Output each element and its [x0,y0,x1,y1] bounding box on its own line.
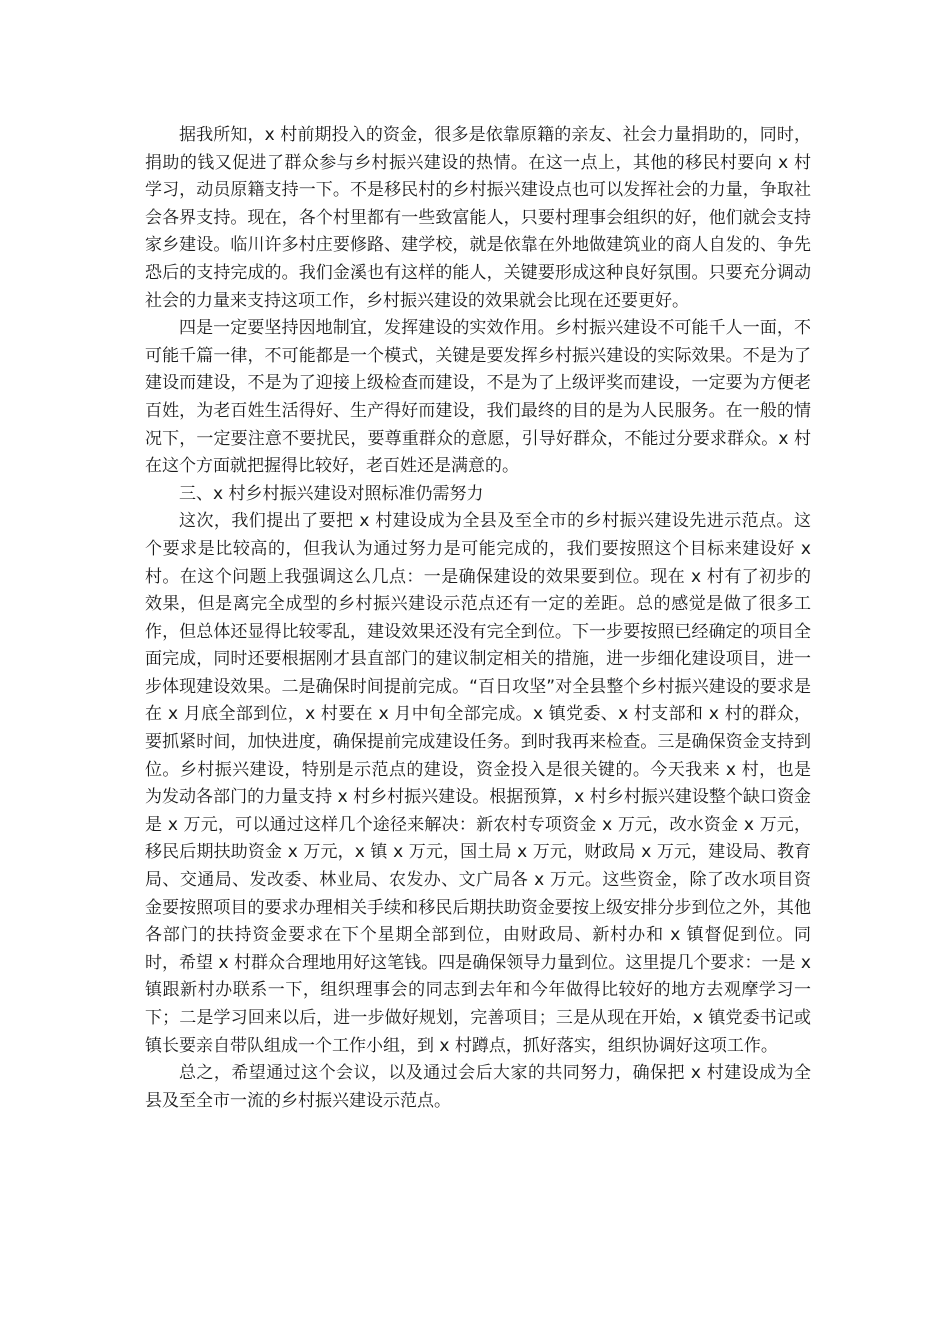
section-heading: 三、x 村乡村振兴建设对照标准仍需努力 [179,483,484,504]
paragraph-conclusion: 总之，希望通过这个会议，以及通过会后大家的共同努力，确保把 x 村建设成为全县及至全市一流的乡村振兴建设示范点。 [145,1063,811,1111]
document-body [145,122,811,1115]
paragraph-requirements: 这次，我们提出了要把 x 村建设成为全县及至全市的乡村振兴建设先进示范点。这个要求是比较高的，但我认为通过努力是可能完成的，我们要按照这个目标来建设好 x 村。在这个问题上我强调这么几点：一是确保建设的效果要到位。现在 x 村有了初步的效果，但是离完全成型的乡村振兴建设示范点还有一定的差距。总的感觉是做了很多工作，但总体还显得比较零乱，建设效果还没有完全到位。下一步要按照已经确定的项目全面完成，同时还要根据刚才县直部门的建议制定相关的措施，进一步细化建设项目，进一步体现建设效果。二是确保时间提前完成。“百日攻坚”对全县整个乡村振兴建设的要求是在 x 月底全部到位，x 村要在 x 月中旬全部完成。x 镇党委、x 村支部和 x 村的群众，要抓紧时间，加快进度，确保提前完成建设任务。到时我再来检查。三是确保资金支持到位。乡村振兴建设，特别是示范点的建设，资金投入是很关键的。今天我来 x 村，也是为发动各部门的力量支持 x 村乡村振兴建设。根据预算，x 村乡村振兴建设整个缺口资金是 x 万元，可以通过这样几个途径来解决：新农村专项资金 x 万元，改水资金 x 万元，移民后期扶助资金 x 万元，x 镇 x 万元，国土局 x 万元，财政局 x 万元，建设局、教育局、交通局、发改委、林业局、农发办、文广局各 x 万元。这些资金，除了改水项目资金要按照项目的要求办理相关手续和移民后期扶助资金要按上级安排分步到位之外，其他各部门的扶持资金要求在下个星期全部到位，由财政局、新村办和 x 镇督促到位。同时，希望 x 村群众合理地用好这笔钱。四是确保领导力量到位。这里提几个要求：一是 x 镇跟新村办联系一下，组织理事会的同志到去年和今年做得比较好的地方去观摩学习一下；二是学习回来以后，进一步做好规划，完善项目；三是从现在开始，x 镇党委书记或镇长要亲自带队组成一个工作小组，到 x 村蹲点，抓好落实，组织协调好这项工作。 [145,511,811,1056]
paragraph-social-support: 据我所知，x 村前期投入的资金，很多是依靠原籍的亲友、社会力量捐助的，同时，捐助的钱又促进了群众参与乡村振兴建设的热情。在这一点上，其他的移民村要向 x 村学习，动员原籍支持一下。不是移民村的乡村振兴建设点也可以发挥社会的力量，争取社会各界支持。现在，各个村里都有一些致富能人，只要村理事会组织的好，他们就会支持家乡建设。临川许多村庄要修路、建学校，就是依靠在外地做建筑业的商人自发的、争先恐后的支持完成的。我们金溪也有这样的能人，关键要形成这种良好氛围。只要充分调动社会的力量来支持这项工作，乡村振兴建设的效果就会比现在还要更好。 [145,125,811,311]
paragraph-local-conditions: 四是一定要坚持因地制宜，发挥建设的实效作用。乡村振兴建设不可能千人一面，不可能千篇一律，不可能都是一个模式，关键是要发挥乡村振兴建设的实际效果。不是为了建设而建设，不是为了迎接上级检查而建设，不是为了上级评奖而建设，一定要为方便老百姓，为老百姓生活得好、生产得好而建设，我们最终的目的是为人民服务。在一般的情况下，一定要注意不要扰民，要尊重群众的意愿，引导好群众，不能过分要求群众。x 村在这个方面就把握得比较好，老百姓还是满意的。 [145,318,811,477]
